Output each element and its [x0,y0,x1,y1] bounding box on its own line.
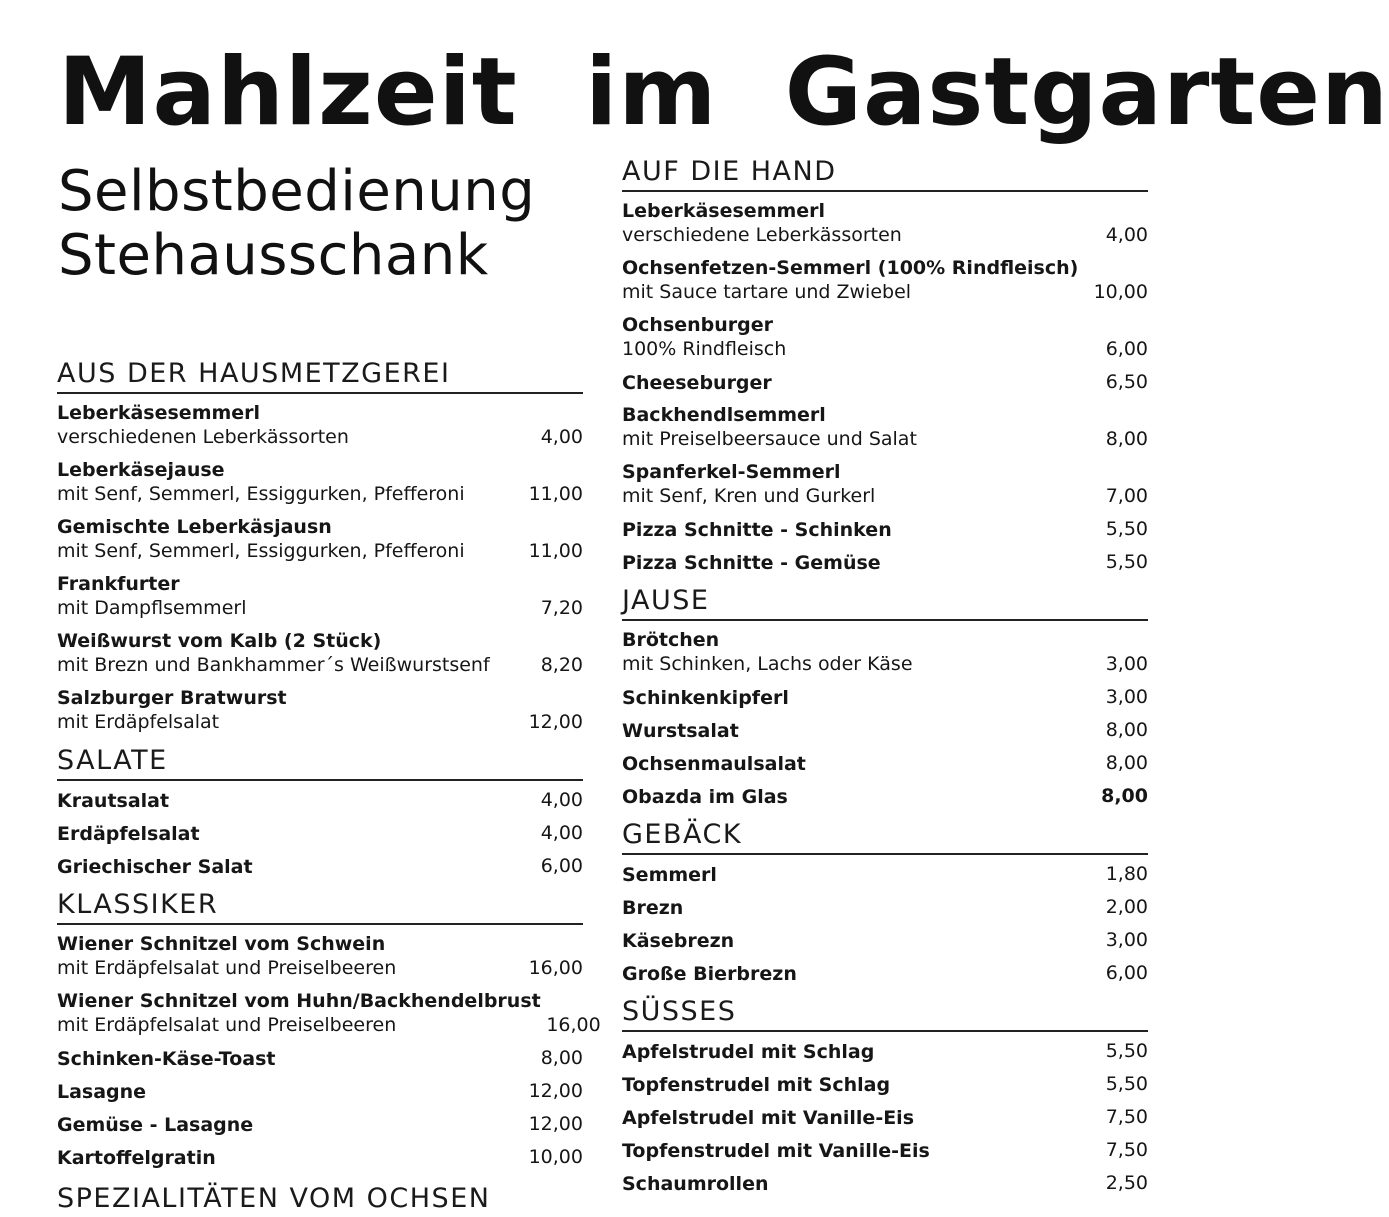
menu-item-name: Backhendlsemmerl [622,404,826,426]
menu-item-price: 5,50 [1105,551,1148,573]
menu-item-name: Wiener Schnitzel vom Schwein [57,933,386,955]
menu-item-price: 8,00 [1105,428,1148,450]
menu-item-text [57,1080,523,1104]
menu-item-text [57,629,523,678]
menu-item-price: 5,50 [1105,1073,1148,1095]
menu-item-price: 4,00 [540,426,583,448]
menu-item-description: mit Senf, Kren und Gurkerl [622,485,876,507]
menu-item [57,854,583,879]
section-heading: JAUSE [622,583,1148,621]
menu-item-text [622,1172,1088,1196]
menu-item-price: 4,00 [540,822,583,844]
menu-item-price: 8,00 [1105,719,1148,741]
menu-item-name: Kartoffelgratin [57,1147,216,1169]
menu-item [57,515,583,564]
menu-item [622,961,1148,986]
menu-item-price: 8,00 [1101,785,1148,807]
menu-item [622,1171,1148,1196]
menu-item-price: 2,00 [1105,896,1148,918]
menu-item [57,821,583,846]
menu-item [622,628,1148,677]
menu-item-name: Topfenstrudel mit Schlag [622,1074,891,1096]
menu-item [622,313,1148,362]
menu-column-left [57,356,601,1178]
menu-item-price: 7,50 [1105,1139,1148,1161]
menu-item-name: Gemüse - Lasagne [57,1114,254,1136]
menu-item-price: 12,00 [528,1080,583,1102]
menu-item-name: Schinkenkipferl [622,687,789,709]
menu-item-description: mit Erdäpfelsalat und Preiselbeeren [57,1014,397,1036]
menu-item-description: mit Senf, Semmerl, Essiggurken, Pfefferoni [57,483,465,505]
menu-item-text [57,686,523,735]
menu-item-name: Salzburger Bratwurst [57,687,287,709]
menu-item-price: 7,50 [1105,1106,1148,1128]
menu-item-price: 4,00 [540,789,583,811]
menu-item [622,517,1148,542]
menu-item [622,199,1148,248]
menu-item-name: Käsebrezn [622,930,735,952]
menu-item-price: 5,50 [1105,1040,1148,1062]
menu-item-description: mit Erdäpfelsalat und Preiselbeeren [57,957,397,979]
menu-item-name: Große Bierbrezn [622,963,797,985]
menu-item [622,1072,1148,1097]
menu-item [57,989,601,1038]
menu-item [622,895,1148,920]
menu-item-text [57,822,523,846]
menu-item-text [622,460,1088,509]
menu-item-description: mit Sauce tartare und Zwiebel [622,281,912,303]
menu-item [622,1039,1148,1064]
menu-item-price: 1,80 [1105,863,1148,885]
menu-item-name: Semmerl [622,864,717,886]
section-heading: GEBÄCK [622,817,1148,855]
menu-item-price: 3,00 [1105,929,1148,951]
menu-item-price: 5,50 [1105,518,1148,540]
menu-item-price: 6,00 [1105,962,1148,984]
menu-item-name: Leberkäsesemmerl [57,402,261,424]
menu-item-text [57,789,523,813]
section-heading-cut: SPEZIALITÄTEN VOM OCHSEN [57,1183,491,1214]
menu-item-price: 6,00 [1105,338,1148,360]
menu-item-text [57,458,523,507]
menu-item [622,718,1148,743]
menu-item [622,784,1148,809]
menu-item-name: Brötchen [622,629,720,651]
menu-item-name: Griechischer Salat [57,856,253,878]
menu-item [57,1112,583,1137]
menu-item-name: Spanferkel-Semmerl [622,461,841,483]
menu-item-text [57,855,523,879]
menu-item-text [622,1106,1088,1130]
menu-item-price: 2,50 [1105,1172,1148,1194]
section-heading: SALATE [57,743,583,781]
menu-item [57,932,583,981]
menu-item-price: 7,00 [1105,485,1148,507]
menu-item-text [622,785,1088,809]
menu-item-text [622,551,1088,575]
menu-item [57,1079,583,1104]
menu-item-name: Gemischte Leberkäsjausn [57,516,332,538]
section-heading: SÜSSES [622,994,1148,1032]
menu-item-price: 6,00 [540,855,583,877]
menu-item-price: 16,00 [546,1014,601,1036]
menu-item [622,256,1148,305]
menu-item [622,685,1148,710]
menu-item-name: Wurstsalat [622,720,739,742]
menu-item-description: mit Dampflsemmerl [57,597,247,619]
menu-item-name: Schaumrollen [622,1173,769,1195]
menu-item-price: 7,20 [540,597,583,619]
menu-item-price: 10,00 [528,1146,583,1168]
menu-item-price: 10,00 [1093,281,1148,303]
section-heading: AUS DER HAUSMETZGEREI [57,356,583,394]
menu-item-description: 100% Rindfleisch [622,338,787,360]
menu-item-price: 6,50 [1105,371,1148,393]
menu-item-text [57,932,523,981]
menu-item-description: mit Schinken, Lachs oder Käse [622,653,913,675]
menu-item-text [622,256,1088,305]
menu-item-text [622,1040,1088,1064]
page-title: Mahlzeit im Gastgarten [58,38,1389,147]
menu-item-name: Lasagne [57,1081,147,1103]
menu-item-price: 8,00 [1105,752,1148,774]
menu-item-text [622,752,1088,776]
menu-item-text [622,313,1088,362]
menu-item-name: Wiener Schnitzel vom Huhn/Backhendelbrust [57,990,541,1012]
menu-item-price: 11,00 [528,483,583,505]
menu-item-name: Schinken-Käse-Toast [57,1048,276,1070]
menu-item [57,629,583,678]
menu-item [57,686,583,735]
menu-item-price: 12,00 [528,1113,583,1135]
menu-item-name: Erdäpfelsalat [57,823,200,845]
menu-item-text [622,403,1088,452]
menu-item-name: Apfelstrudel mit Schlag [622,1041,875,1063]
menu-item [622,1105,1148,1130]
menu-item-name: Cheeseburger [622,372,772,394]
menu-item [57,458,583,507]
menu-item-text [622,929,1088,953]
menu-item-name: Pizza Schnitte - Gemüse [622,552,881,574]
menu-item [622,1138,1148,1163]
menu-item-price: 16,00 [528,957,583,979]
menu-item-text [622,686,1088,710]
menu-item-description: mit Senf, Semmerl, Essiggurken, Pfefferoni [57,540,465,562]
menu-item-name: Leberkäsejause [57,459,225,481]
menu-item [57,401,583,450]
menu-item [622,460,1148,509]
menu-item-name: Topfenstrudel mit Vanille-Eis [622,1140,930,1162]
menu-item [57,1145,583,1170]
menu-item-price: 8,20 [540,654,583,676]
menu-item-description: mit Erdäpfelsalat [57,711,220,733]
menu-item [622,862,1148,887]
menu-item [57,788,583,813]
menu-item [622,403,1148,452]
menu-item [622,751,1148,776]
menu-item [57,572,583,621]
menu-item-description: mit Brezn und Bankhammer´s Weißwurstsenf [57,654,490,676]
menu-column-right [622,154,1148,1204]
menu-item-text [622,1073,1088,1097]
menu-item-text [57,1047,523,1071]
subtitle-line-2: Stehausschank [58,223,489,288]
menu-item-text [57,1113,523,1137]
subtitle-line-1: Selbstbedienung [58,159,536,224]
menu-item-text [622,863,1088,887]
menu-item-name: Apfelstrudel mit Vanille-Eis [622,1107,915,1129]
menu-item-name: Ochsenfetzen-Semmerl (100% Rindfleisch) [622,257,1079,279]
menu-item-price: 3,00 [1105,686,1148,708]
menu-item-text [622,518,1088,542]
section-heading: KLASSIKER [57,887,583,925]
menu-item [57,1046,583,1071]
menu-item-description: verschiedenen Leberkässorten [57,426,349,448]
section-heading: AUF DIE HAND [622,154,1148,192]
menu-item-text [57,515,523,564]
menu-item-name: Obazda im Glas [622,786,788,808]
menu-item-text [622,628,1088,677]
menu-item-name: Ochsenburger [622,314,774,336]
menu-item-text [57,1146,523,1170]
menu-item-name: Pizza Schnitte - Schinken [622,519,892,541]
menu-item-price: 8,00 [540,1047,583,1069]
menu-item-text [622,962,1088,986]
menu-item-text [622,199,1088,248]
menu-item-price: 4,00 [1105,224,1148,246]
menu-item [622,928,1148,953]
menu-item-text [622,371,1088,395]
menu-item-price: 11,00 [528,540,583,562]
menu-item-description: mit Preiselbeersauce und Salat [622,428,917,450]
menu-item-description: verschiedene Leberkässorten [622,224,902,246]
menu-item-text [622,719,1088,743]
menu-item-name: Leberkäsesemmerl [622,200,826,222]
menu-item-name: Frankfurter [57,573,180,595]
menu-item-text [57,572,523,621]
menu-item [622,370,1148,395]
menu-item-text [622,1139,1088,1163]
menu-item-price: 3,00 [1105,653,1148,675]
menu-item-text [57,989,541,1038]
menu-item-price: 12,00 [528,711,583,733]
menu-item-name: Krautsalat [57,790,170,812]
menu-item-text [57,401,523,450]
menu-item-name: Ochsenmaulsalat [622,753,806,775]
menu-item-name: Brezn [622,897,684,919]
menu-item [622,550,1148,575]
menu-item-name: Weißwurst vom Kalb (2 Stück) [57,630,382,652]
menu-item-text [622,896,1088,920]
